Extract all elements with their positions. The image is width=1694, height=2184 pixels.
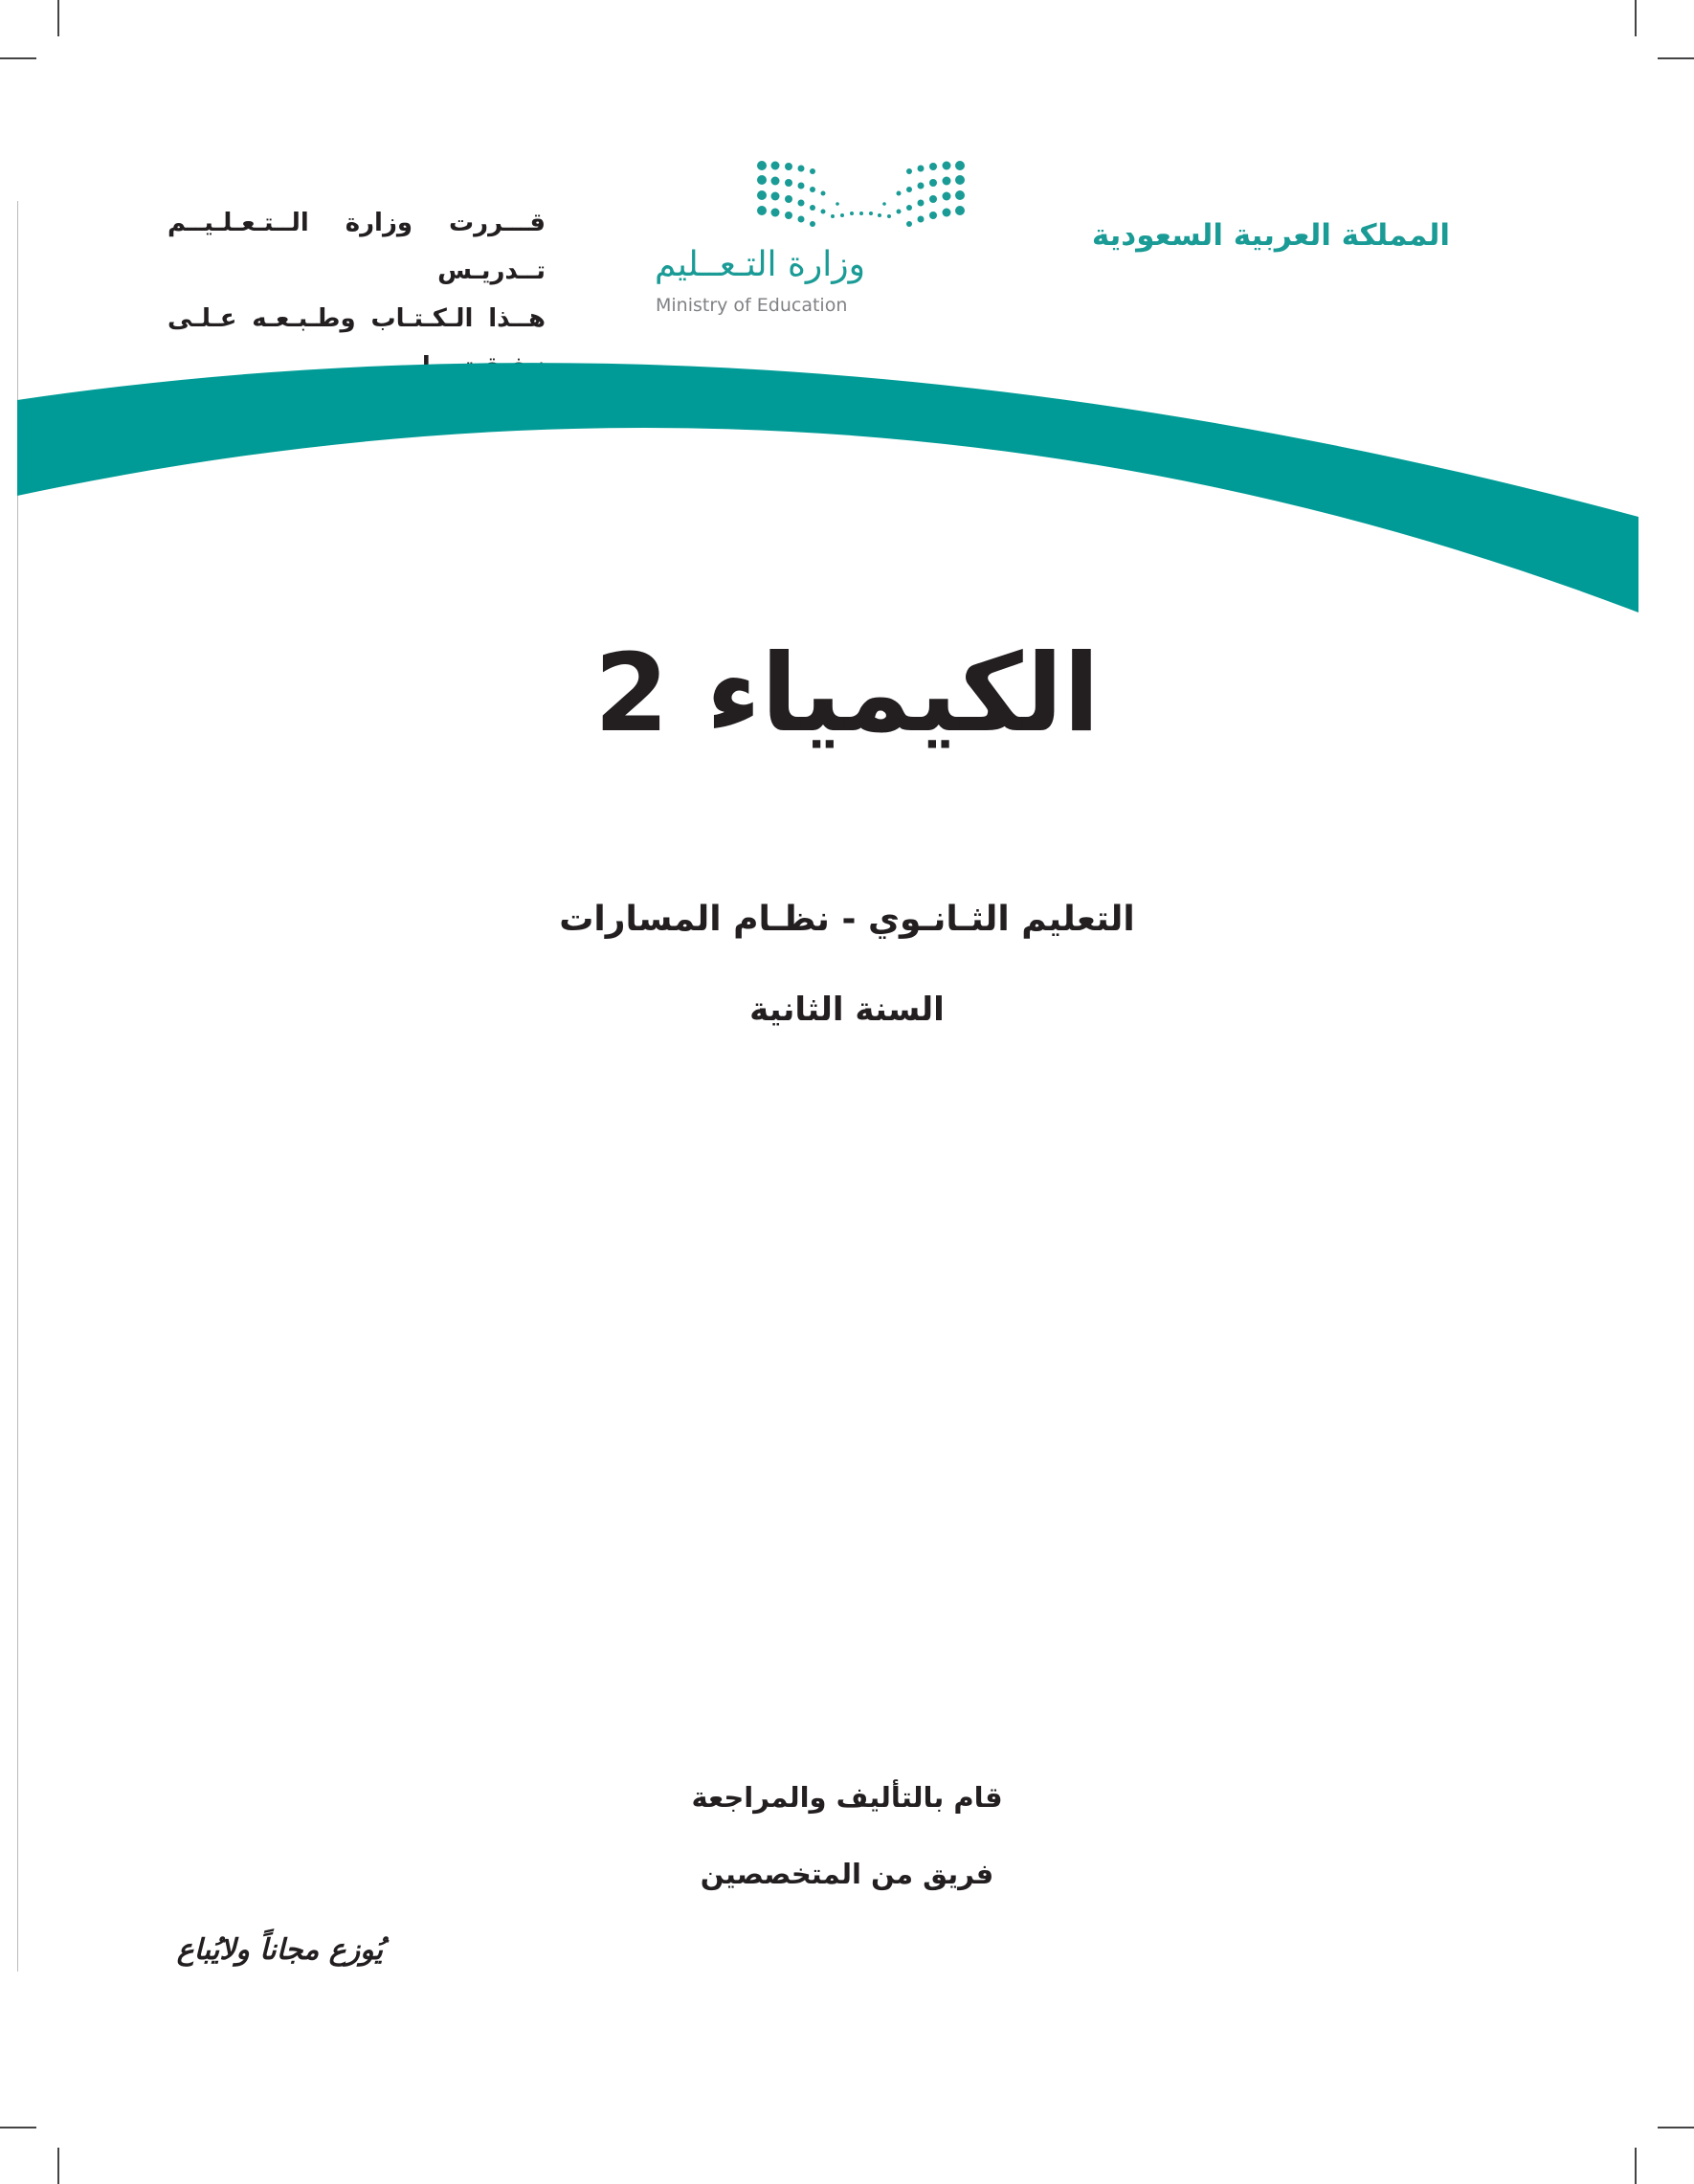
credits-line-2: فريق من المتخصصين <box>700 1858 994 1890</box>
credits-line-1: قام بالتأليف والمراجعة <box>691 1781 1003 1814</box>
crop-mark-top-right-h <box>1658 57 1694 59</box>
ministry-english-name: Ministry of Education <box>656 295 848 316</box>
decree-line-1: قـــررت وزارة الــتـعـلـيــم تــدريـس <box>167 209 546 285</box>
crop-mark-bottom-right-h <box>1658 2127 1694 2128</box>
school-year: السنة الثانية <box>749 991 945 1029</box>
crop-mark-bottom-left-v <box>57 2148 59 2184</box>
book-title: الكيمياء 2 <box>593 632 1101 756</box>
crop-mark-bottom-right-v <box>1635 2148 1637 2184</box>
book-subtitle: التعليم الثـانـوي - نظـام المسارات <box>559 900 1135 939</box>
crop-mark-top-left-v <box>57 0 59 36</box>
crop-mark-top-left-h <box>0 57 36 59</box>
teal-swoosh-band <box>0 325 1694 622</box>
credits <box>0 1759 1694 1912</box>
crop-mark-top-right-v <box>1635 0 1637 36</box>
free-distribution-note: يُوزع مجاناً ولايُباع <box>176 1933 383 1967</box>
crop-mark-bottom-left-h <box>0 2127 36 2128</box>
decree-line-2: هــذا الـكـتـاب وطـبـعـه عـلـى <box>167 304 546 333</box>
kingdom-name: المملكة العربية السعودية <box>1091 218 1450 253</box>
ministry-arabic-name: وزارة التـعــليم <box>654 245 865 284</box>
